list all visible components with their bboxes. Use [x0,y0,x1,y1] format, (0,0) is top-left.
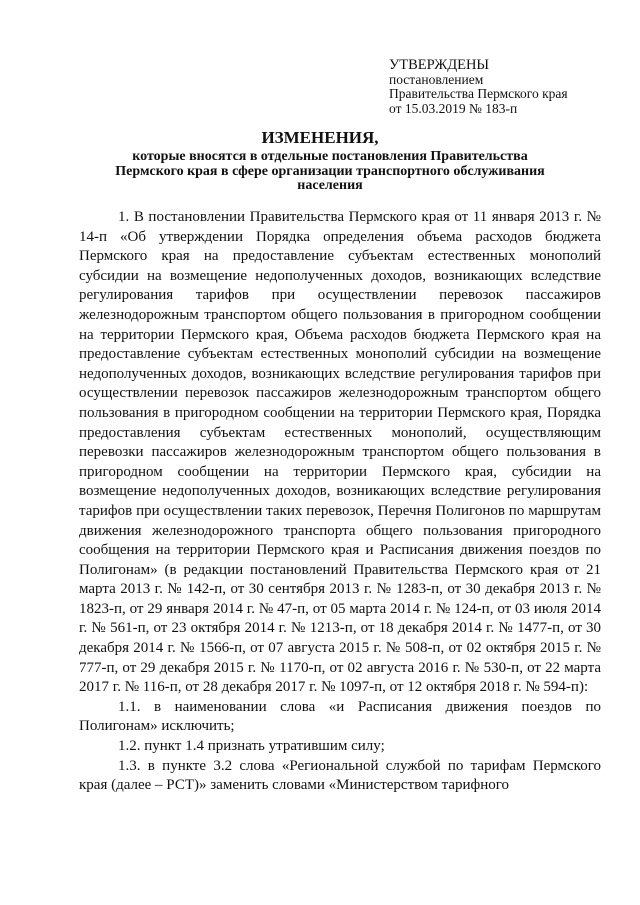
approval-line: Правительства Пермского края [389,86,568,101]
paragraph-item-1-1: 1.1. в наименовании слова «и Расписания движения поездов по Полигонам» исключить; [79,698,601,735]
document-body [79,208,601,796]
approval-block [389,58,568,116]
document-subtitle: которые вносятся в отдельные постановления Правительства Пермского края в сфере организации транспортного обслуживания населения [115,149,545,193]
approval-date-number: от 15.03.2019 № 183-п [389,100,518,116]
document-title: ИЗМЕНЕНИЯ, [261,128,379,147]
approval-heading: УТВЕРЖДЕНЫ [389,57,490,73]
paragraph-item-1-2: 1.2. пункт 1.4 признать утратившим силу; [118,738,385,755]
approval-line: постановлением [389,71,484,87]
paragraph-item-1: 1. В постановлении Правительства Пермского края от 11 января 2013 г. № 14-п «Об утверждении Порядка определения объема расходов бюджета Пермского края на предоставление субъектам естественных монополий субсидии на возмещение недополученных доходов, возникающих вследствие регулирования тарифов при осуществлении перевозок пассажиров железнодорожным транспортом общего пользования в пригородном сообщении на территории Пермского края, Объема расходов бюджета Пермского края на предоставление субъектам естественных монополий субсидии на возмещение недополученных доходов, возникающих вследствие регулирования тарифов при осуществлении перевозок пассажиров железнодорожным транспортом общего пользования в пригородном сообщении на территории Пермского края, Порядка предоставления субъектам естественных монополий, осуществляющим перевозки пассажиров железнодорожным транспортом общего пользования в пригородном сообщении на территории Пермского края, субсидии на возмещение недополученных доходов, возникающих вследствие регулирования тарифов при осуществлении таких перевозок, Перечня Полигонов по маршрутам движения железнодорожного транспорта общего пользования пригородного сообщения на территории Пермского края и Расписания движения поездов по Полигонам» (в редакции постановлений Правительства Пермского края от 21 марта 2013 г. № 142-п, от 30 сентября 2013 г. № 1283-п, от 30 декабря 2013 г. № 1823-п, от 29 января 2014 г. № 47-п, от 05 марта 2014 г. № 124-п, от 03 июля 2014 г. № 561-п, от 23 октября 2014 г. № 1213-п, от 18 декабря 2014 г. № 1477-п, от 30 декабря 2014 г. № 1566-п, от 07 августа 2015 г. № 508-п, от 02 октября 2015 г. № 777-п, от 29 декабря 2015 г. № 1170-п, от 02 августа 2016 г. № 530-п, от 22 марта 2017 г. № 116-п, от 28 декабря 2017 г. № 1097-п, от 12 октября 2018 г. № 594-п): [79,209,601,696]
paragraph-item-1-3: 1.3. в пункте 3.2 слова «Региональной службой по тарифам Пермского края (далее – РСТ)» заменить словами «Министерством тарифного [79,757,601,794]
